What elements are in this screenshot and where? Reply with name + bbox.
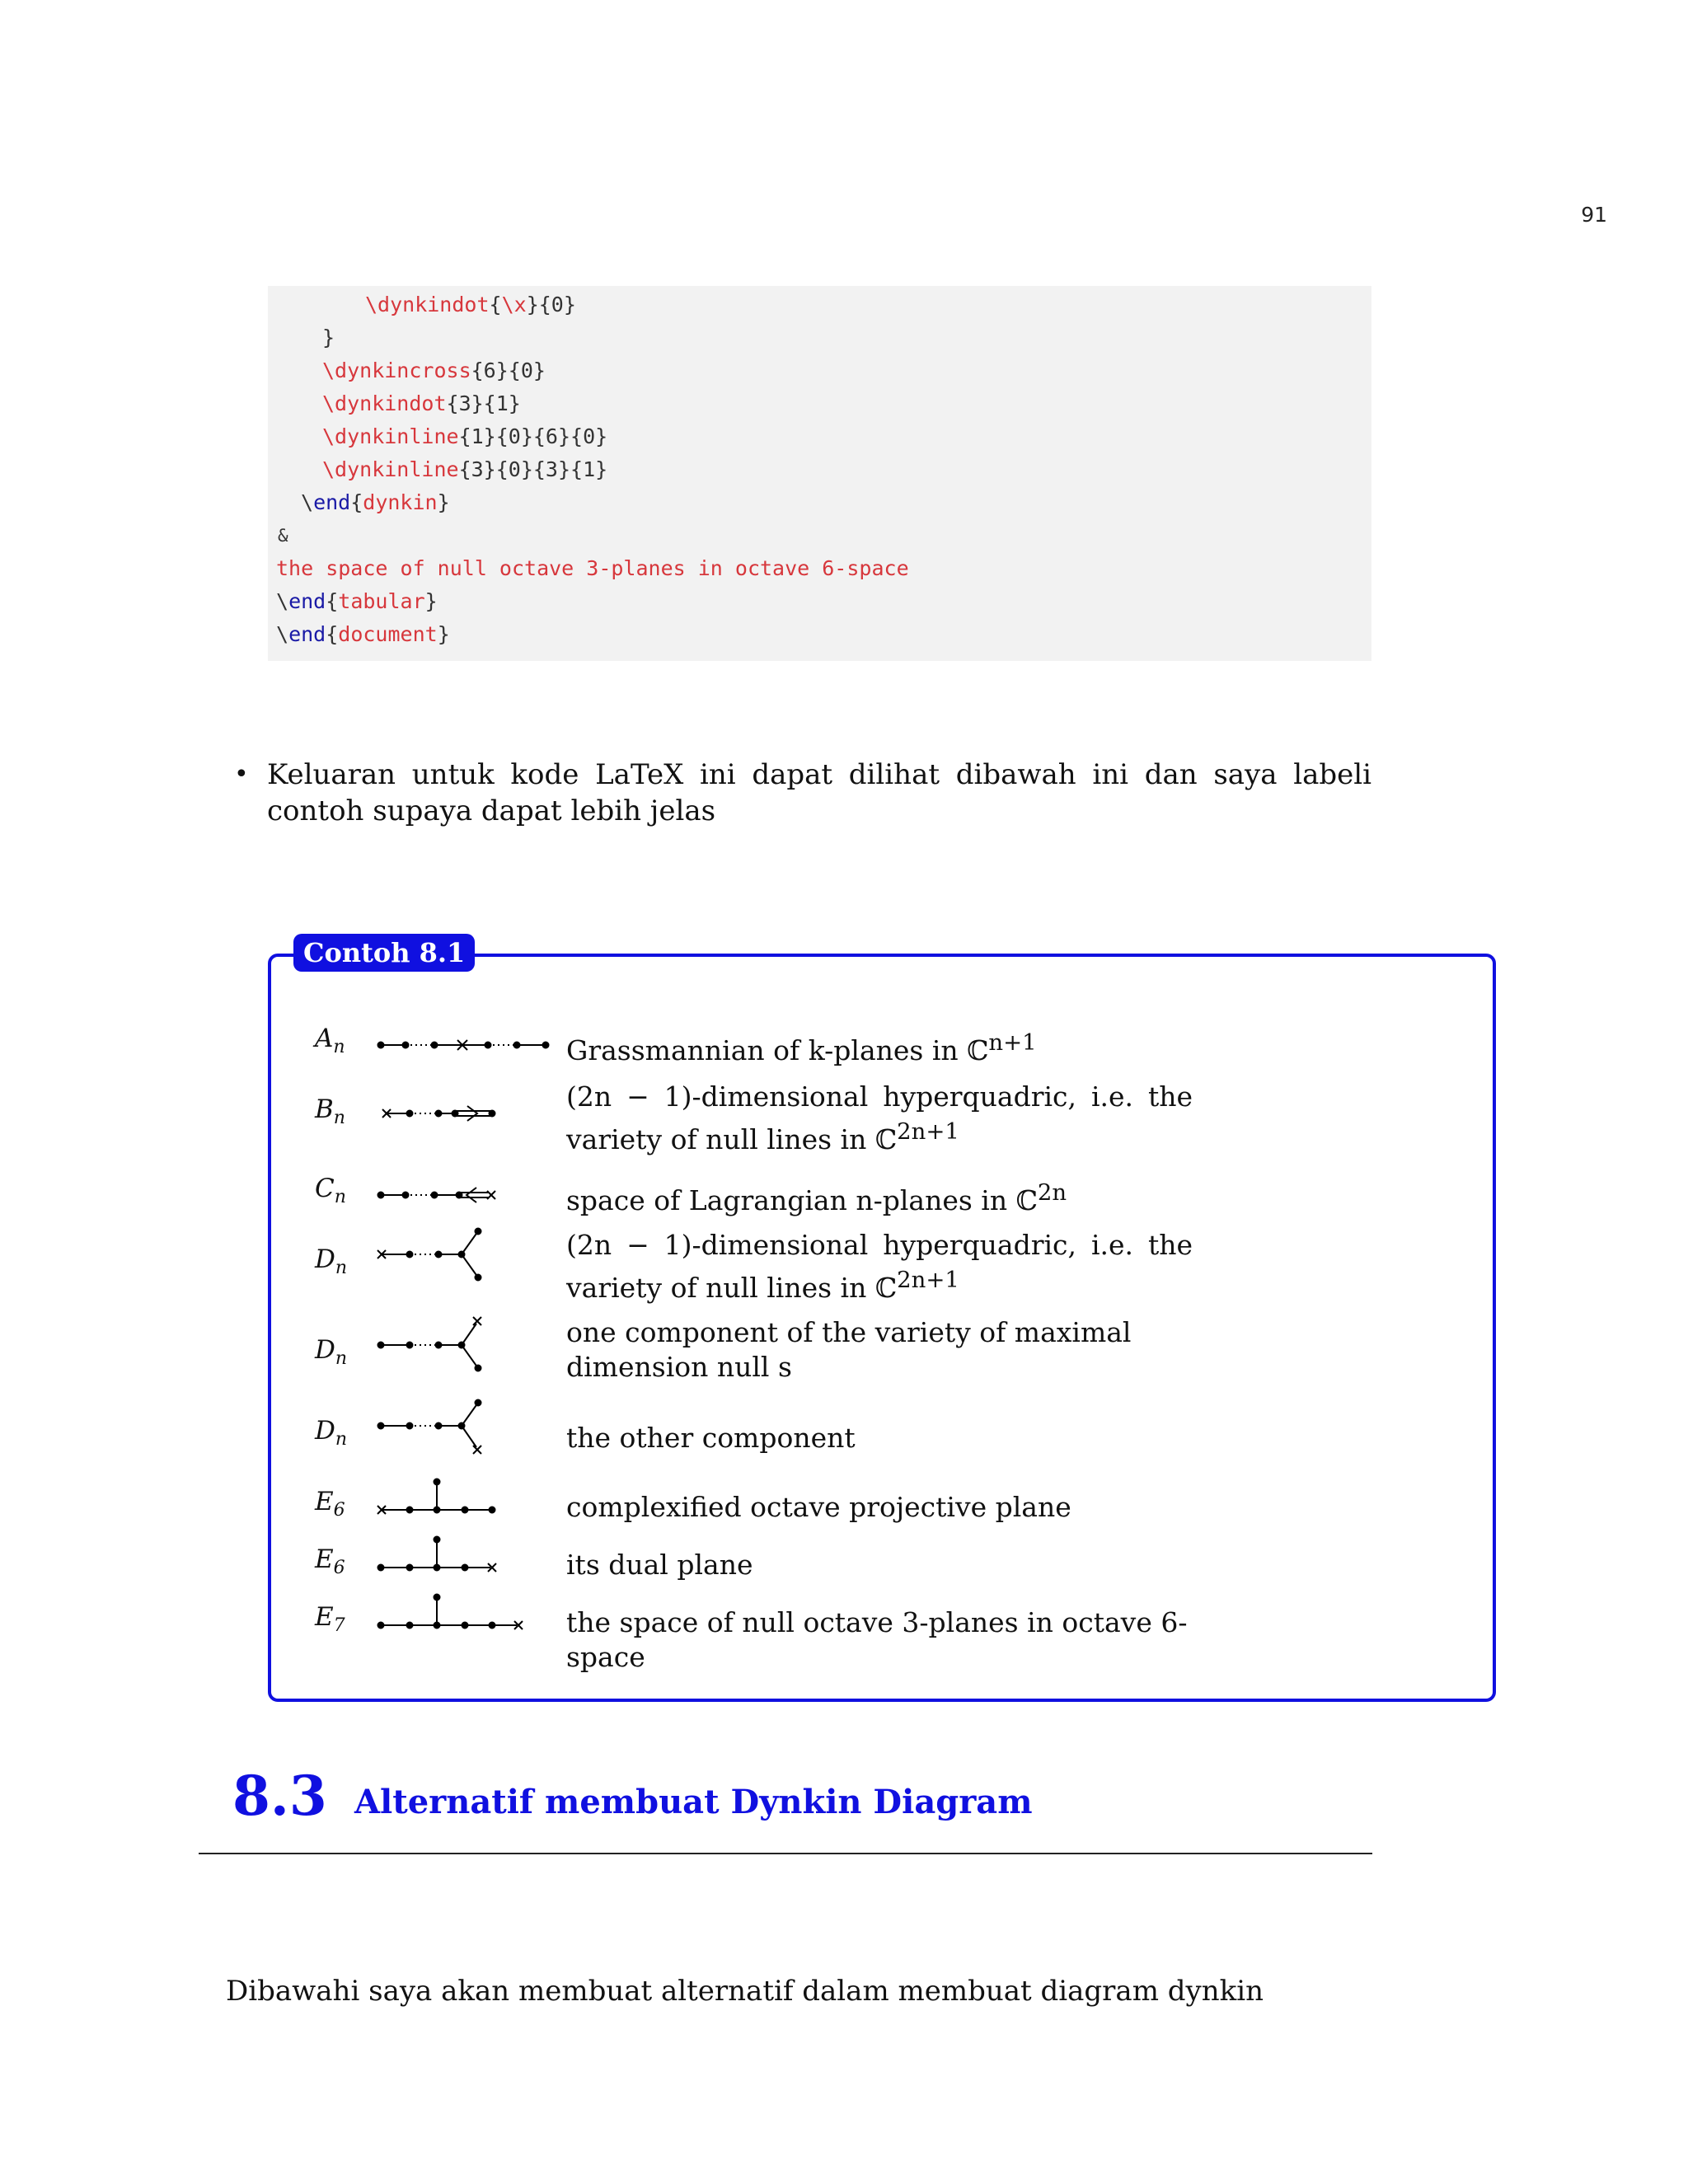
diagram-description: space of Lagrangian n-planes in ℂ$^{2n}$ <box>566 1179 1067 1216</box>
code-line-3: \dynkincross{6}{0} <box>322 359 546 382</box>
dynkin-diagram-d2 <box>373 1315 504 1381</box>
code-line-2: } <box>322 326 335 349</box>
diagram-name: $E_7$ <box>315 1602 345 1637</box>
diagram-description: the other component <box>566 1422 856 1454</box>
code-line-11: \end{document} <box>276 622 450 646</box>
code-line-9: the space of null octave 3-planes in octave 6-space <box>276 556 909 580</box>
diagram-description: its dual plane <box>566 1549 753 1581</box>
diagram-name: $B_n$ <box>315 1094 345 1129</box>
code-line-8: & <box>278 526 288 546</box>
bullet-icon: • <box>234 760 249 789</box>
dynkin-diagram-b <box>373 1103 504 1127</box>
diagram-name: $E_6$ <box>315 1544 345 1579</box>
bullet-text: Keluaran untuk kode LaTeX ini dapat dilihat dibawah ini dan saya labeli contoh supaya dapat lebih jelas <box>267 758 1372 827</box>
code-line-10: \end{tabular} <box>276 589 438 613</box>
body-paragraph: Dibawahi saya akan membuat alternatif dalam membuat diagram dynkin <box>226 1975 1264 2008</box>
diagram-description: (2n − 1)-dimensional hyperquadric, i.e. the variety of null lines in ℂ$^{2n+1}$ <box>566 1080 1193 1155</box>
diagram-name: $E_6$ <box>315 1487 345 1521</box>
section-number: 8.3 <box>232 1764 327 1828</box>
section-divider <box>199 1853 1372 1854</box>
section-title: Alternatif membuat Dynkin Diagram <box>354 1783 1033 1821</box>
code-line-1: \dynkindot{\x}{0} <box>365 293 576 316</box>
diagram-description: the space of null octave 3-planes in octave 6-space <box>566 1606 1188 1673</box>
diagram-description: complexified octave projective plane <box>566 1491 1071 1523</box>
code-block <box>268 286 1372 661</box>
diagram-description: (2n − 1)-dimensional hyperquadric, i.e. the variety of null lines in ℂ$^{2n+1}$ <box>566 1229 1193 1304</box>
code-line-6: \dynkinline{3}{0}{3}{1} <box>322 457 608 481</box>
diagram-name: $D_n$ <box>315 1416 348 1451</box>
page-number: 91 <box>1581 203 1607 227</box>
latex-logo: LaTeX <box>595 758 684 791</box>
dynkin-diagram-e6b <box>373 1533 504 1582</box>
code-line-7: \end{dynkin} <box>301 490 450 514</box>
code-line-5: \dynkinline{1}{0}{6}{0} <box>322 424 608 448</box>
dynkin-diagram-e6a <box>373 1475 504 1525</box>
diagram-name: $D_n$ <box>315 1335 348 1370</box>
diagram-name: $A_n$ <box>315 1024 345 1058</box>
code-line-4: \dynkindot{3}{1} <box>322 391 521 415</box>
dynkin-diagram-d1 <box>373 1225 504 1291</box>
bullet-paragraph <box>234 757 1372 829</box>
diagram-name: $D_n$ <box>315 1244 348 1279</box>
diagram-description: Grassmannian of k-planes in ℂ$^{n+1}$ <box>566 1029 1037 1066</box>
diagram-description: one component of the variety of maximal dimension null s <box>566 1316 1132 1383</box>
dynkin-diagram-c <box>373 1180 504 1205</box>
dynkin-diagram-e7 <box>373 1591 537 1640</box>
diagram-name: $C_n$ <box>315 1174 346 1208</box>
example-label: Contoh 8.1 <box>293 934 475 972</box>
dynkin-diagram-d3 <box>373 1396 504 1462</box>
dynkin-diagram-a <box>373 1030 554 1055</box>
